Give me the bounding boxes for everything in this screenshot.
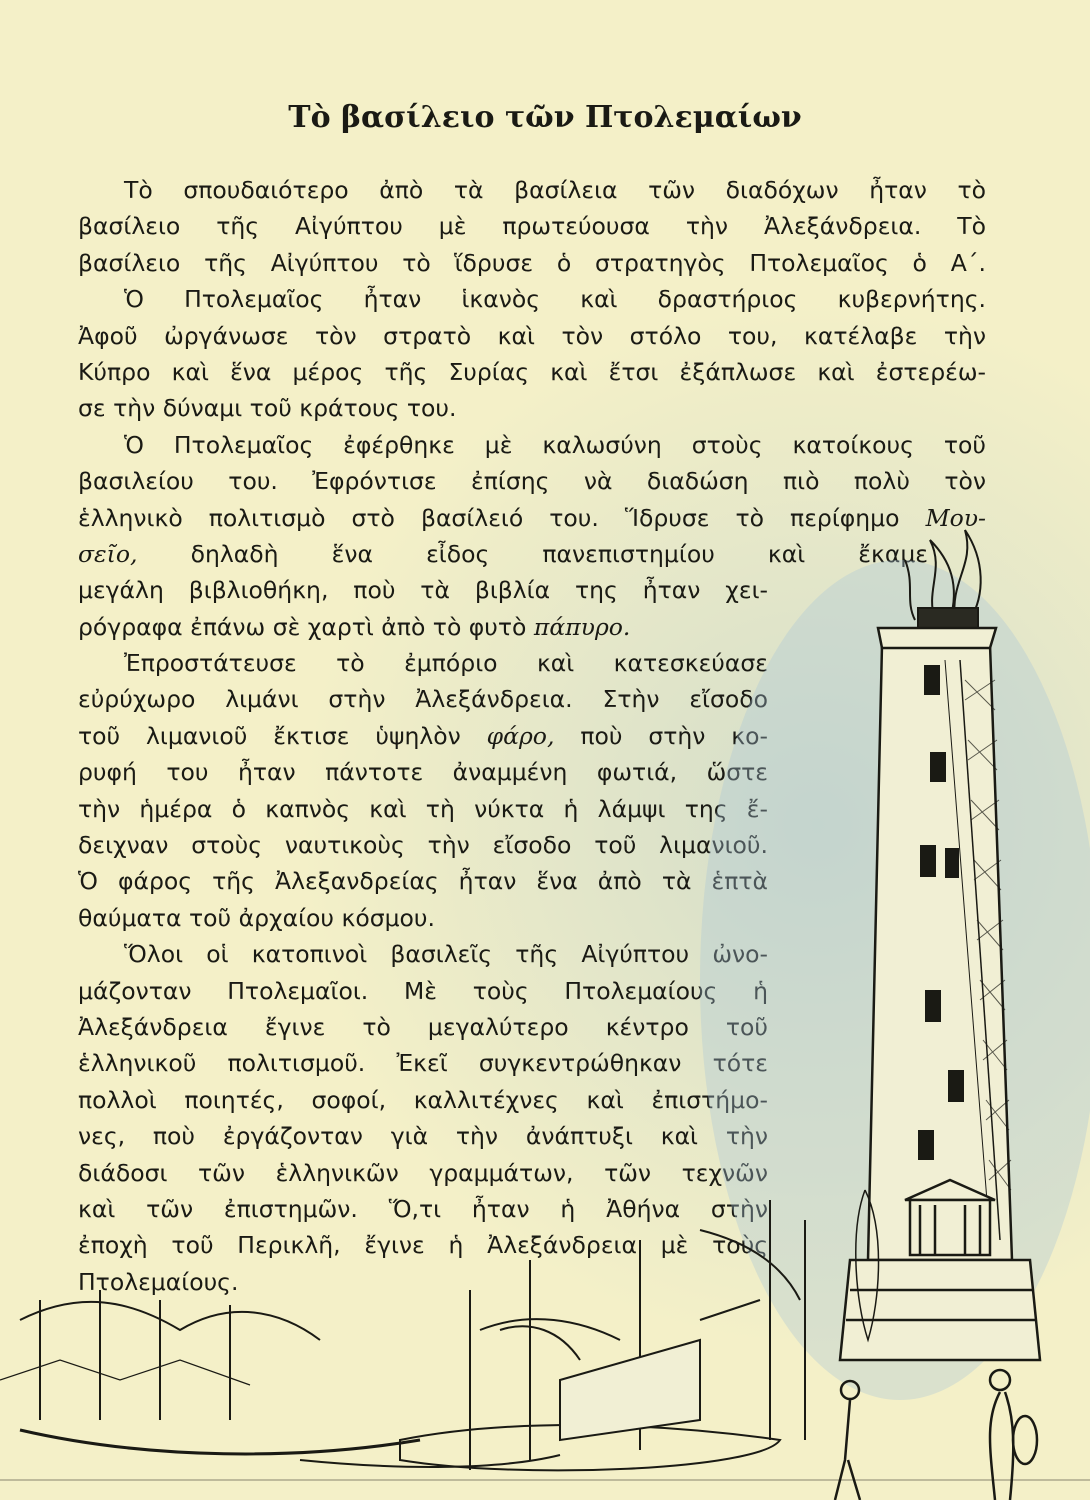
text-line: Ὁ Πτολεμαῖος ἐφέρθηκε μὲ καλωσύνη στοὺς κατοίκους τοῦ bbox=[124, 430, 986, 459]
text-line: τὴν ἡμέρα ὁ καπνὸς καὶ τὴ νύκτα ἡ λάμψι της ἔ- bbox=[78, 794, 768, 823]
text-line: βασίλειο τῆς Αἰγύπτου μὲ πρωτεύουσα τὴν Ἀλεξάνδρεια. Τὸ bbox=[78, 212, 986, 241]
text-line-mixed bbox=[78, 609, 768, 645]
text-span: δηλαδὴ ἕνα εἶδος πανεπιστημίου καὶ ἔκαμε bbox=[190, 539, 928, 568]
page-title: Τὸ βασίλειο τῶν Πτολεμαίων bbox=[288, 100, 802, 135]
text-span: ρόγραφα ἐπάνω σὲ χαρτὶ ἀπὸ τὸ φυτὸ bbox=[78, 612, 527, 641]
italic-term: Μου- bbox=[925, 503, 986, 532]
text-line: θαύματα τοῦ ἀρχαίου κόσμου. bbox=[78, 903, 435, 932]
text-line: ρυφή του ἦταν πάντοτε ἀναμμένη φωτιά, ὥστε bbox=[78, 758, 768, 787]
text-line: εὐρύχωρο λιμάνι στὴν Ἀλεξάνδρεια. Στὴν εἴσοδο bbox=[78, 685, 768, 714]
text-line: δειχναν στοὺς ναυτικοὺς τὴν εἴσοδο τοῦ λιμανιοῦ. bbox=[78, 831, 768, 860]
italic-term: φάρο, bbox=[486, 721, 555, 750]
italic-term: σεῖο, bbox=[78, 539, 138, 568]
text-line: Κύπρο καὶ ἕνα μέρος τῆς Συρίας καὶ ἔτσι ἐξάπλωσε καὶ ἐστερέω- bbox=[78, 357, 986, 386]
figures-illustration bbox=[835, 1370, 1037, 1500]
text-line-mixed bbox=[78, 536, 928, 572]
text-line: Ἀφοῦ ὠργάνωσε τὸν στρατὸ καὶ τὸν στόλο του, κατέλαβε τὴν bbox=[78, 321, 986, 350]
text-line-mixed bbox=[78, 500, 986, 536]
text-line: ἑλληνικοῦ πολιτισμοῦ. Ἐκεῖ συγκεντρώθηκαν τότε bbox=[78, 1049, 768, 1078]
text-line: βασίλειο τῆς Αἰγύπτου τὸ ἵδρυσε ὁ στρατηγὸς Πτολεμαῖος ὁ Α΄. bbox=[78, 248, 986, 277]
text-span: τοῦ λιμανιοῦ ἔκτισε ὑψηλὸν bbox=[78, 721, 461, 750]
text-span: ποὺ στὴν κο- bbox=[580, 721, 768, 750]
text-line-mixed bbox=[78, 718, 768, 754]
text-line: νες, ποὺ ἐργάζονταν γιὰ τὴν ἀνάπτυξι καὶ τὴν bbox=[78, 1122, 768, 1151]
text-line: Ἐπροστάτευσε τὸ ἐμπόριο καὶ κατεσκεύασε bbox=[124, 649, 768, 678]
text-line: Ὁ Πτολεμαῖος ἦταν ἱκανὸς καὶ δραστήριος κυβερνήτης. bbox=[124, 285, 986, 314]
text-line: Πτολεμαίους. bbox=[78, 1267, 239, 1296]
text-line: μεγάλη βιβλιοθήκη, ποὺ τὰ βιβλία της ἦταν χει- bbox=[78, 576, 768, 605]
text-line: Ὁ φάρος τῆς Ἀλεξανδρείας ἦταν ἕνα ἀπὸ τὰ ἑπτὰ bbox=[78, 867, 768, 896]
body-text bbox=[78, 172, 986, 1300]
text-line: ἐποχὴ τοῦ Περικλῆ, ἔγινε ἡ Ἀλεξάνδρεια μὲ τοὺς bbox=[78, 1231, 768, 1260]
text-span: ἑλληνικὸ πολιτισμὸ στὸ βασίλειό του. Ἵδρυσε τὸ περίφημο bbox=[78, 503, 900, 532]
text-line: Τὸ σπουδαιότερο ἀπὸ τὰ βασίλεια τῶν διαδόχων ἦταν τὸ bbox=[124, 176, 986, 204]
text-line: Ὅλοι οἱ κατοπινοὶ βασιλεῖς τῆς Αἰγύπτου ὠνο- bbox=[124, 940, 768, 969]
text-line: σε τὴν δύναμι τοῦ κράτους του. bbox=[78, 394, 457, 423]
italic-term: πάπυρο. bbox=[533, 612, 631, 641]
text-line: βασιλείου του. Ἐφρόντισε ἐπίσης νὰ διαδώση πιὸ πολὺ τὸν bbox=[78, 467, 986, 496]
text-line: διάδοσι τῶν ἑλληνικῶν γραμμάτων, τῶν τεχνῶν bbox=[78, 1158, 768, 1187]
text-line: μάζονταν Πτολεμαῖοι. Μὲ τοὺς Πτολεμαίους ἡ bbox=[78, 976, 768, 1005]
text-line: πολλοὶ ποιητές, σοφοί, καλλιτέχνες καὶ ἐπιστήμο- bbox=[78, 1085, 768, 1114]
text-line: Ἀλεξάνδρεια ἔγινε τὸ μεγαλύτερο κέντρο τοῦ bbox=[78, 1012, 768, 1041]
text-line: καὶ τῶν ἐπιστημῶν. Ὅ,τι ἦταν ἡ Ἀθήνα στὴν bbox=[78, 1194, 768, 1223]
